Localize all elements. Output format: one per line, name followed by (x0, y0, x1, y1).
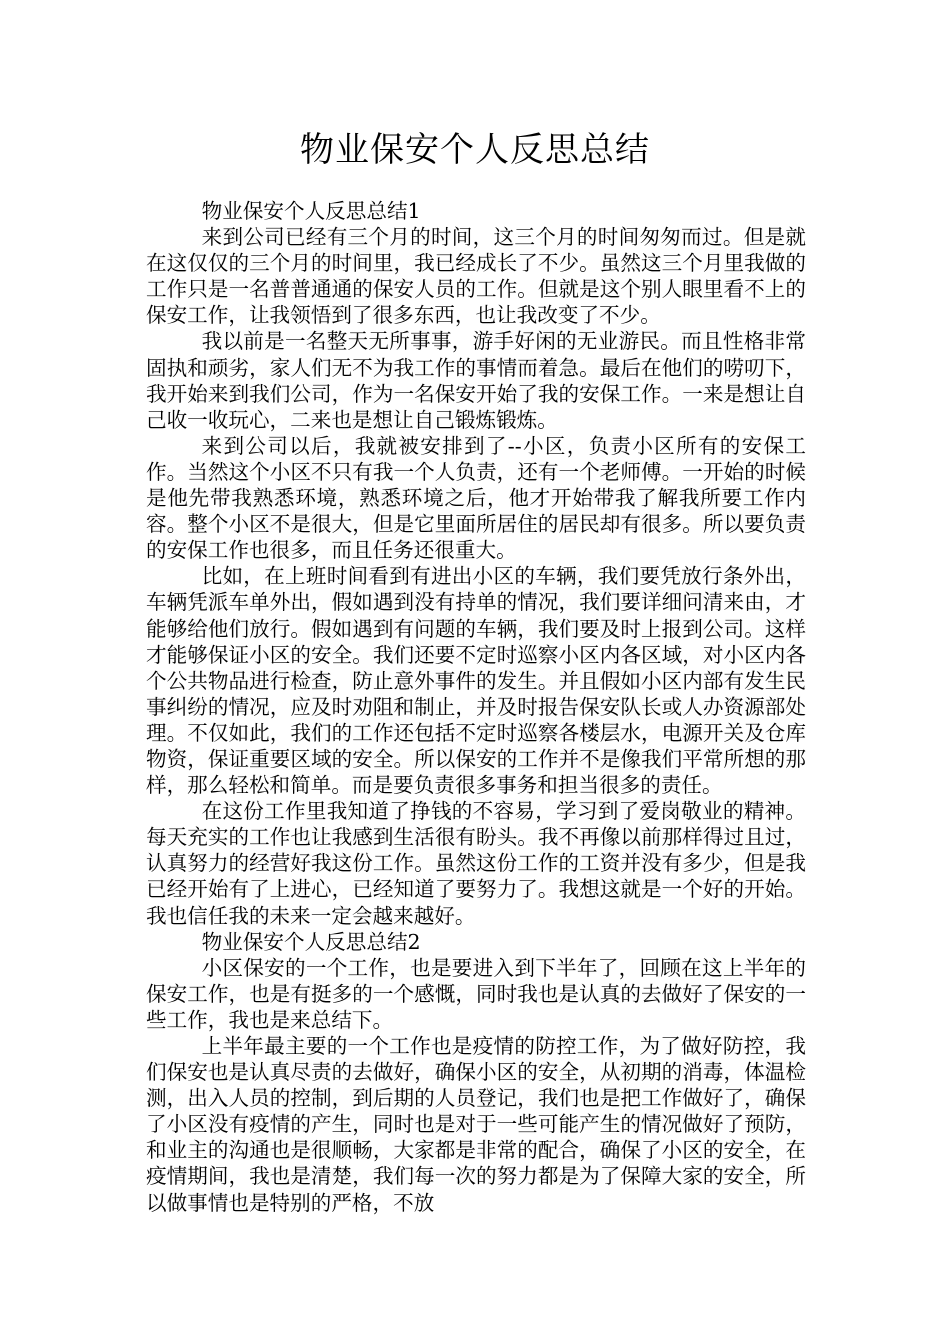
paragraph: 我以前是一名整天无所事事，游手好闲的无业游民。而且性格非常固执和顽劣，家人们无不为我工作的事情而着急。最后在他们的唠叨下，我开始来到我们公司，作为一名保安开始了我的安保工作。一来是想让自己收一收玩心，二来也是想让自己锻炼锻炼。 (146, 329, 806, 432)
paragraph: 上半年最主要的一个工作也是疫情的防控工作，为了做好防控，我们保安也是认真尽责的去做好，确保小区的安全，从初期的消毒，体温检测，出入人员的控制，到后期的人员登记，我们也是把工作做好了，确保了小区没有疫情的产生，同时也是对于一些可能产生的情况做好了预防，和业主的沟通也是很顺畅，大家都是非常的配合，确保了小区的安全，在疫情期间，我也是清楚，我们每一次的努力都是为了保障大家的安全，所以做事情也是特别的严格，不放 (146, 1034, 806, 1215)
paragraph: 来到公司已经有三个月的时间，这三个月的时间匆匆而过。但是就在这仅仅的三个月的时间里，我已经成长了不少。虽然这三个月里我做的工作只是一名普普通通的保安人员的工作。但就是这个别人眼里看不上的保安工作，让我领悟到了很多东西，也让我改变了不少。 (146, 225, 806, 328)
paragraph: 小区保安的一个工作，也是要进入到下半年了，回顾在这上半年的保安工作，也是有挺多的一个感慨，同时我也是认真的去做好了保安的一些工作，我也是来总结下。 (146, 955, 806, 1032)
paragraph: 来到公司以后，我就被安排到了--小区，负责小区所有的安保工作。当然这个小区不只有我一个人负责，还有一个老师傅。一开始的时候是他先带我熟悉环境，熟悉环境之后，他才开始带我了解我所要工作内容。整个小区不是很大，但是它里面所居住的居民却有很多。所以要负责的安保工作也很多，而且任务还很重大。 (146, 433, 806, 563)
section-heading: 物业保安个人反思总结2 (201, 929, 421, 954)
document-body (146, 198, 806, 1216)
paragraph: 比如，在上班时间看到有进出小区的车辆，我们要凭放行条外出，车辆凭派车单外出，假如遇到没有持单的情况，我们要详细问清来由，才能够给他们放行。假如遇到有问题的车辆，我们要及时上报到公司。这样才能够保证小区的安全。我们还要不定时巡察小区内各区域，对小区内各个公共物品进行检查，防止意外事件的发生。并且假如小区内部有发生民事纠纷的情况，应及时劝阻和制止，并及时报告保安队长或人办资源部处理。不仅如此，我们的工作还包括不定时巡察各楼层水，电源开关及仓库物资，保证重要区域的安全。所以保安的工作并不是像我们平常所想的那样，那么轻松和简单。而是要负责很多事务和担当很多的责任。 (146, 564, 806, 798)
document-title: 物业保安个人反思总结 (300, 130, 650, 170)
paragraph: 在这份工作里我知道了挣钱的不容易，学习到了爱岗敬业的精神。每天充实的工作也让我感到生活很有盼头。我不再像以前那样得过且过，认真努力的经营好我这份工作。虽然这份工作的工资并没有多少，但是我已经开始有了上进心，已经知道了要努力了。我想这就是一个好的开始。我也信任我的未来一定会越来越好。 (146, 799, 806, 928)
section-heading: 物业保安个人反思总结1 (201, 199, 421, 223)
